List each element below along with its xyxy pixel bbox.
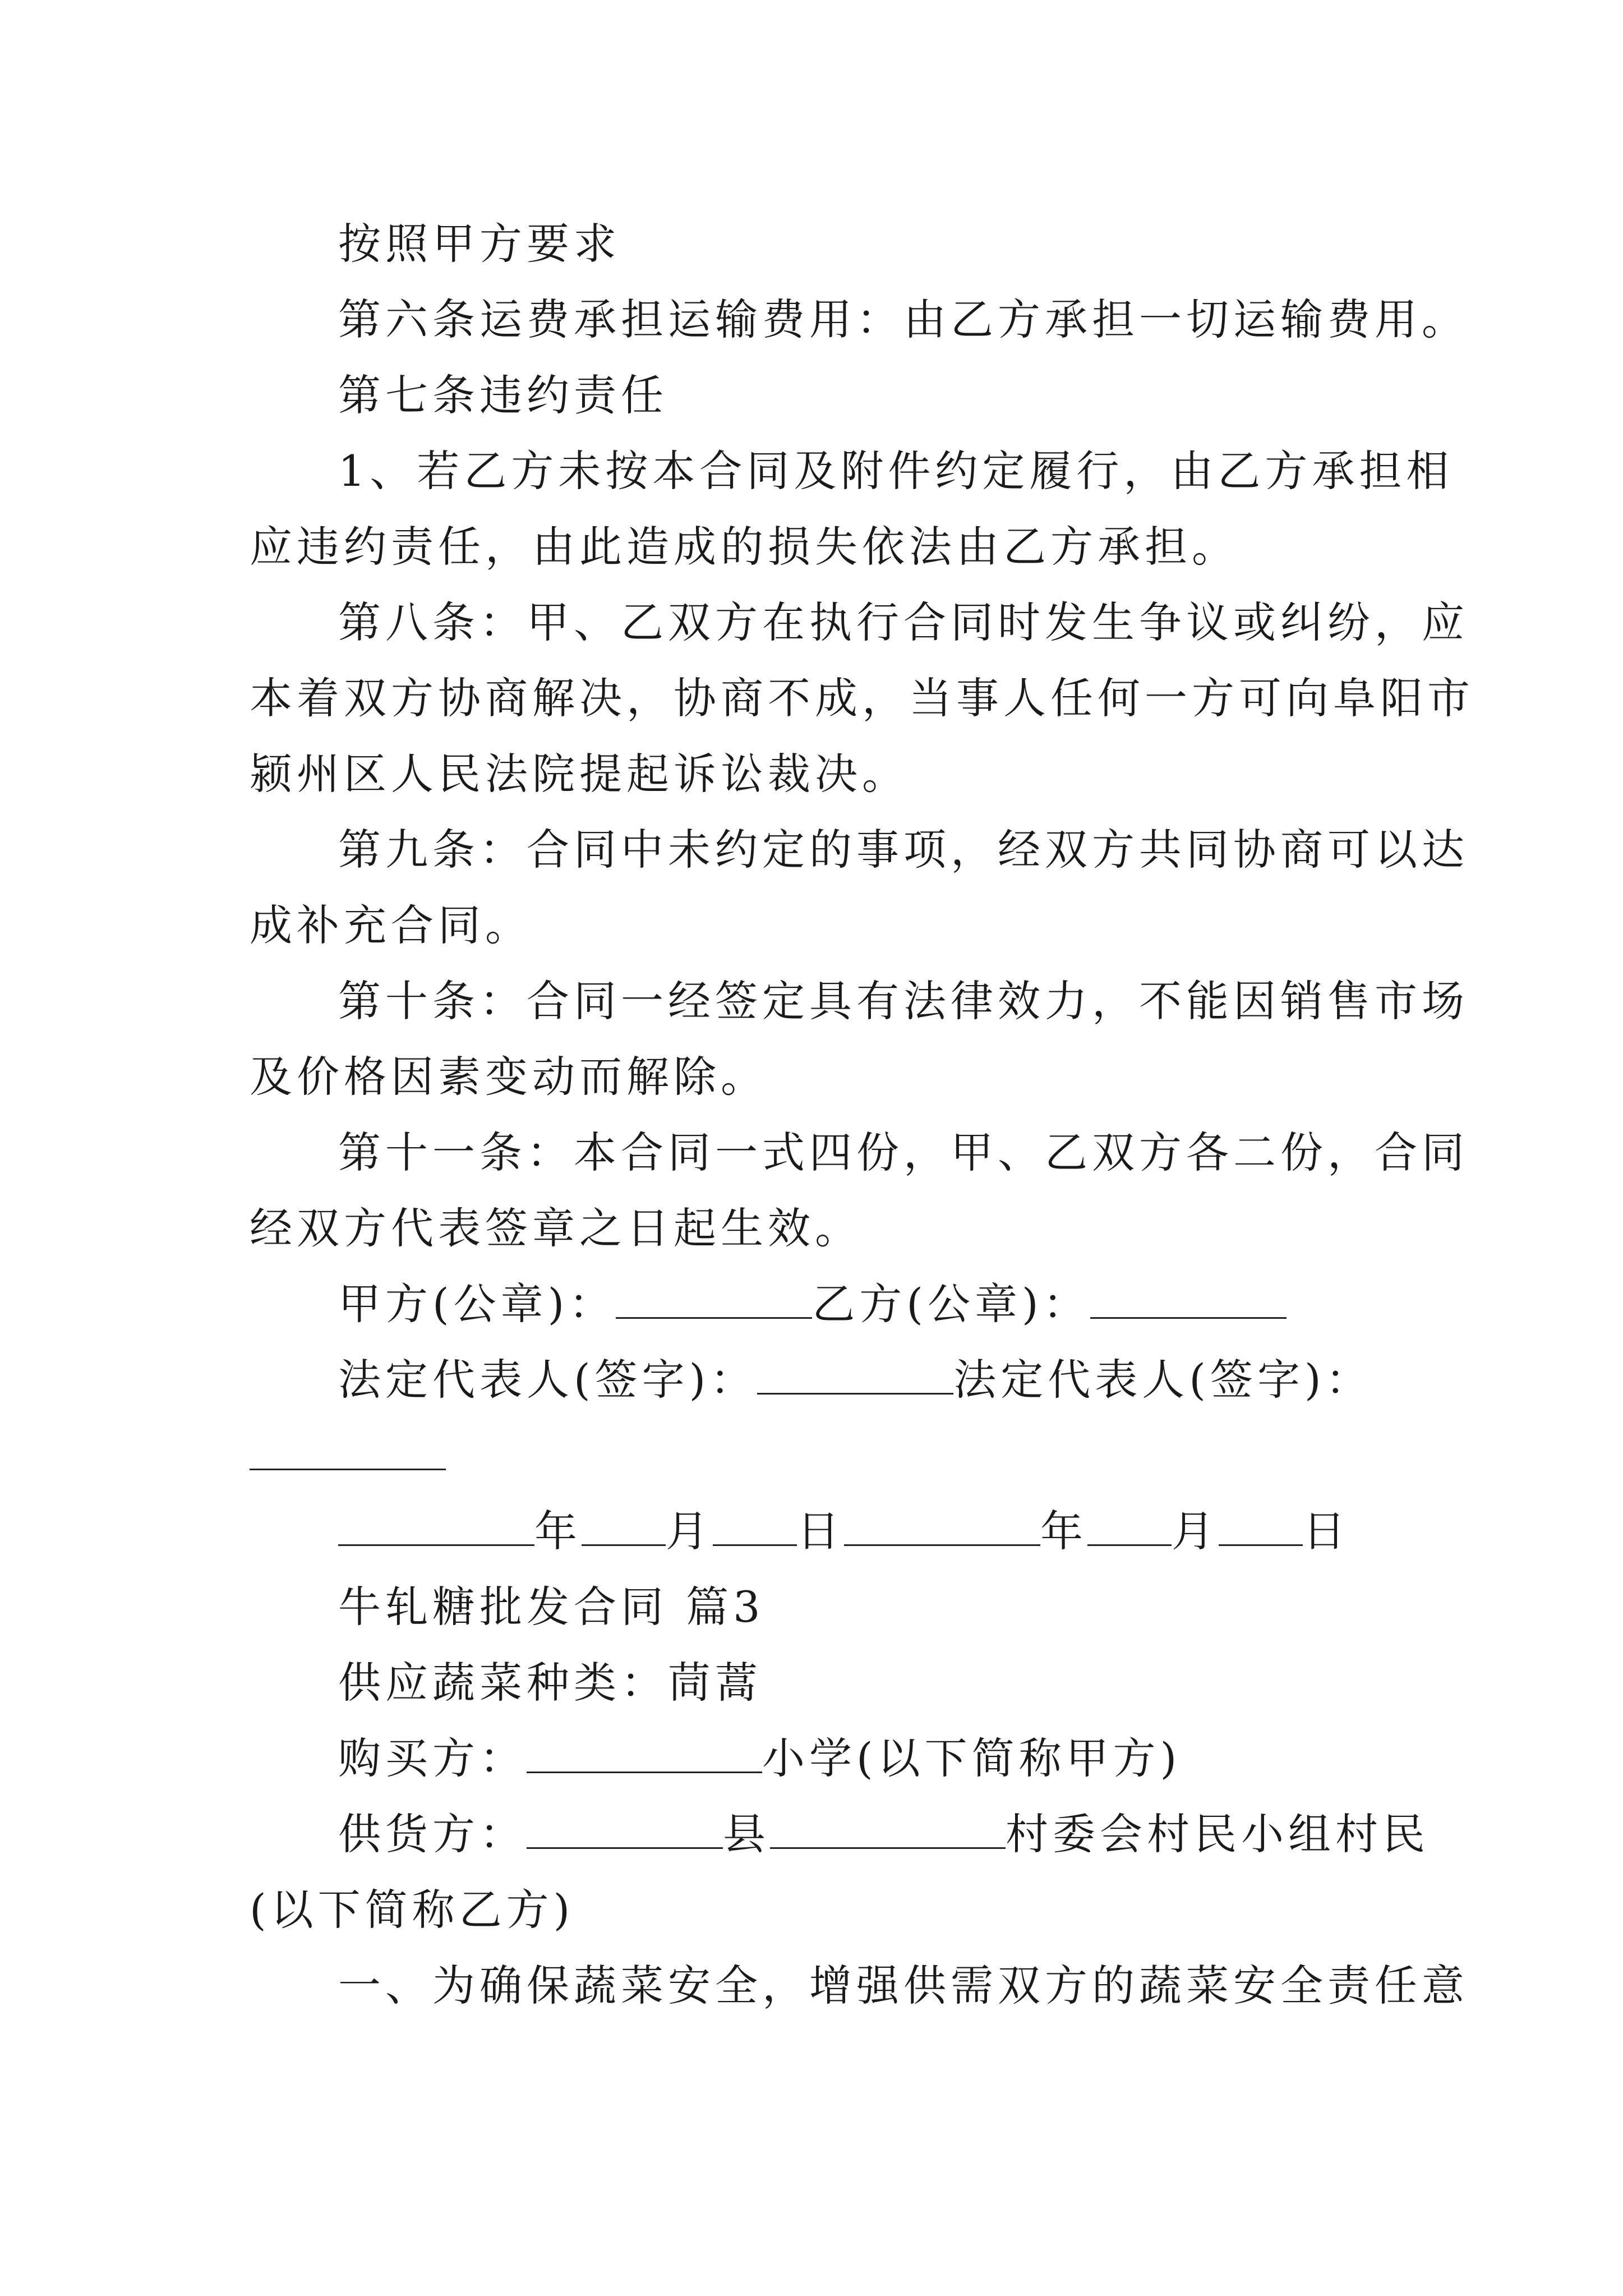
party-a-rep-blank — [757, 1354, 953, 1395]
supplier-county: 县 — [723, 1809, 770, 1859]
date-line — [338, 1503, 1465, 1559]
article-8: 第八条：甲、乙双方在执行合同时发生争议或纠纷，应 — [338, 597, 1469, 647]
article-9-cont: 成补充合同。 — [250, 900, 532, 950]
buyer-label: 购买方： — [338, 1733, 527, 1783]
representative-blank-line — [250, 1428, 1377, 1484]
article-7-heading: 第七条违约责任 — [338, 370, 668, 420]
vegetable-type: 供应蔬菜种类：茼蒿 — [338, 1658, 762, 1708]
party-b-seal-label: 乙方(公章)： — [812, 1279, 1090, 1329]
supplier-village-blank — [770, 1808, 1006, 1849]
date-day-label: 日 — [797, 1506, 844, 1556]
article-11-cont: 经双方代表签章之日起生效。 — [250, 1203, 862, 1253]
party-b-seal-blank — [1090, 1278, 1287, 1319]
buyer-suffix: 小学(以下简称甲方) — [762, 1733, 1182, 1783]
supplier-county-blank — [527, 1808, 723, 1849]
date-b-year-blank — [844, 1505, 1040, 1546]
supplier-label: 供货方： — [338, 1809, 527, 1859]
clause-1: 一、为确保蔬菜安全，增强供需双方的蔬菜安全责任意 — [338, 1961, 1469, 2010]
article-7-clause-1: 1、若乙方未按本合同及附件约定履行，由乙方承担相 — [338, 446, 1454, 496]
date-month-label: 月 — [666, 1506, 713, 1556]
date-a-year-blank — [338, 1505, 534, 1546]
party-a-seal-label: 甲方(公章)： — [338, 1279, 616, 1329]
date-day-label: 日 — [1303, 1506, 1350, 1556]
article-8-cont-2: 颍州区人民法院提起诉讼裁决。 — [250, 749, 909, 799]
party-b-rep-label: 法定代表人(签字)： — [953, 1355, 1373, 1405]
article-7-clause-1-cont: 应违约责任，由此造成的损失依法由乙方承担。 — [250, 522, 1239, 572]
representative-line — [338, 1352, 1465, 1408]
buyer-blank — [527, 1732, 762, 1773]
section-title: 牛轧糖批发合同 篇3 — [338, 1582, 765, 1632]
date-b-day-blank — [1219, 1505, 1303, 1546]
article-11: 第十一条：本合同一式四份，甲、乙双方各二份，合同 — [338, 1128, 1469, 1177]
article-8-cont-1: 本着双方协商解决，协商不成，当事人任何一方可向阜阳市 — [250, 673, 1474, 723]
article-9: 第九条：合同中未约定的事项，经双方共同协商可以达 — [338, 825, 1469, 875]
party-a-seal-blank — [616, 1278, 812, 1319]
buyer-line — [338, 1731, 1465, 1787]
text-line: 按照甲方要求 — [338, 219, 621, 269]
article-10: 第十条：合同一经签定具有法律效力，不能因销售市场 — [338, 976, 1469, 1026]
date-month-label: 月 — [1172, 1506, 1219, 1556]
supplier-line — [338, 1806, 1465, 1862]
date-a-month-blank — [582, 1505, 666, 1546]
article-6: 第六条运费承担运输费用：由乙方承担一切运输费用。 — [338, 295, 1469, 344]
date-year-label: 年 — [534, 1506, 582, 1556]
article-10-cont: 及价格因素变动而解除。 — [250, 1052, 768, 1102]
date-b-month-blank — [1087, 1505, 1172, 1546]
supplier-suffix: 村委会村民小组村民 — [1006, 1809, 1430, 1859]
party-b-rep-blank — [250, 1429, 446, 1470]
date-year-label: 年 — [1040, 1506, 1087, 1556]
seal-line — [338, 1276, 1465, 1332]
supplier-note: (以下简称乙方) — [250, 1885, 575, 1935]
party-a-rep-label: 法定代表人(签字)： — [338, 1355, 758, 1405]
date-a-day-blank — [713, 1505, 797, 1546]
